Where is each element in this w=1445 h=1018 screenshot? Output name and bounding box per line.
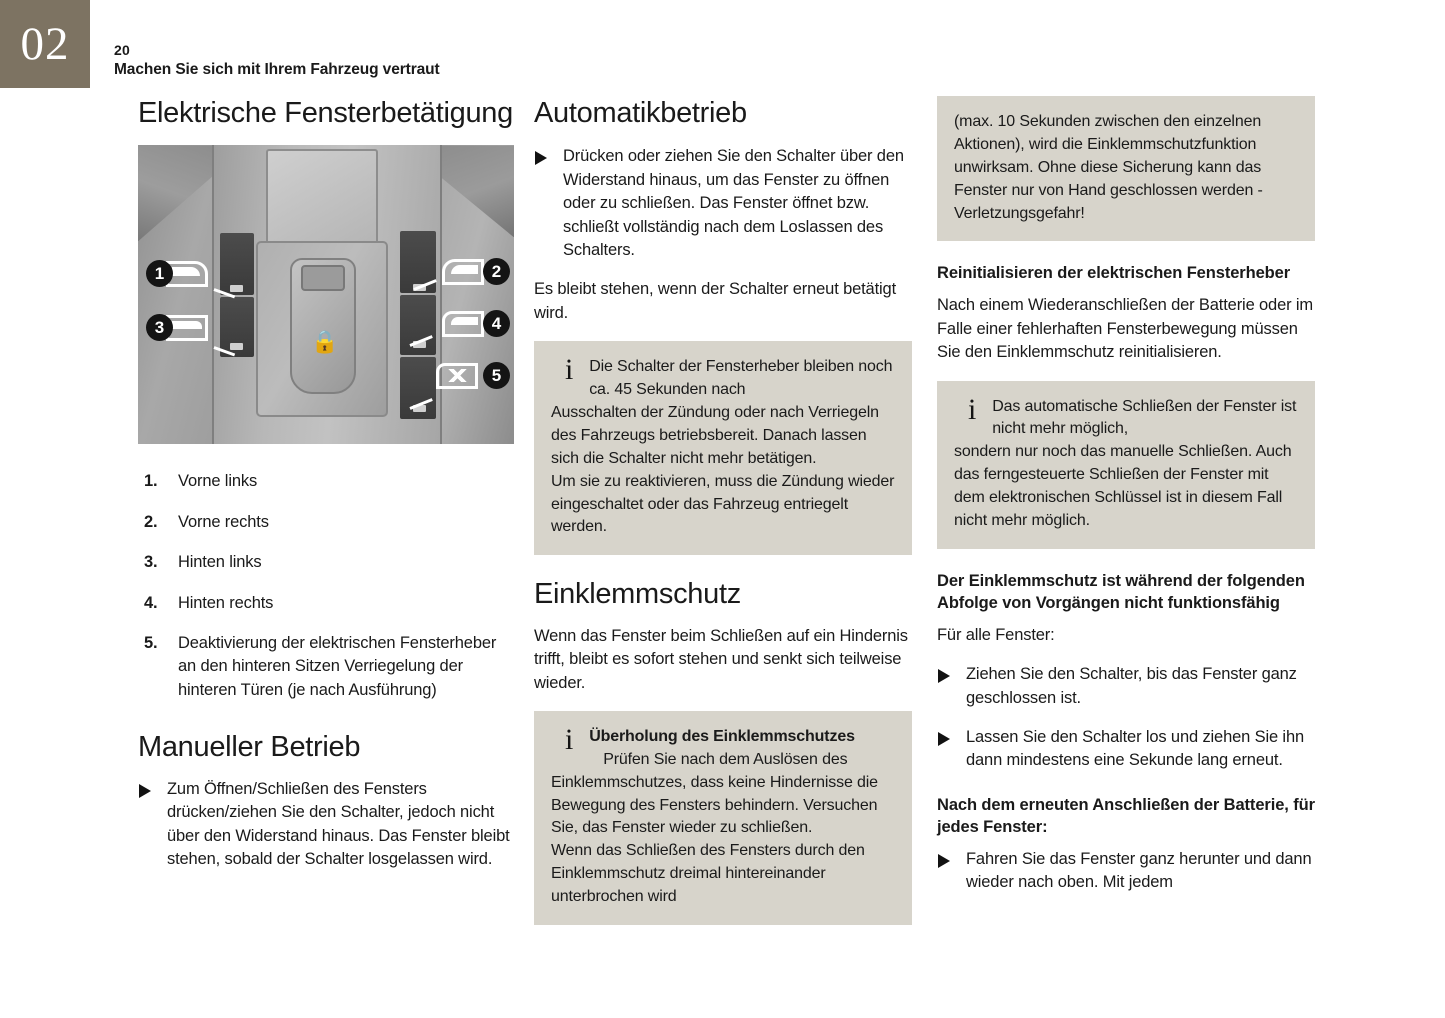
info-box-first-line: Die Schalter der Fensterheber bleiben noch ca. 45 Sekunden nach (589, 358, 893, 399)
page-header (114, 42, 674, 80)
bullet-text: Zum Öffnen/Schließen des Fensters drücken/ziehen Sie den Schalter, jedoch nicht über den Widerstand hinaus. Das Fenster bleibt stehen, sobald der Schalter losgelassen wird. (167, 779, 510, 868)
info-box-heading: Überholung des Einklemmschutzes (589, 727, 855, 745)
subsection-title-reinitialise: Reinitialisieren der elektrischen Fensterheber (937, 264, 1291, 283)
info-box-body: (max. 10 Sekunden zwischen den einzelnen Aktionen), wird die Einklemmschutzfunktion unwirksam. Ohne diese Sicherung kann das Fenster nur von Hand geschlossen werden - Verletzungsgefahr! (954, 113, 1263, 222)
list-item-label: Hinten rechts (178, 593, 274, 612)
list-item-number: 5. (144, 634, 158, 653)
info-box-first-line: Prüfen Sie nach dem Auslösen des Einklemmschutzes, dass keine Hindernisse die Bewegung des Fensters behindern. Versuchen Sie, das Fenster wieder zu schließen. (551, 750, 878, 837)
info-icon: i (968, 392, 977, 426)
rocker-switch-1 (230, 285, 243, 292)
info-box-body: Ausschalten der Zündung oder nach Verriegeln des Fahrzeugs betriebsbereit. Danach lassen sich die Schalter nicht mehr betätigen. (551, 404, 879, 467)
door-window-rear-right-icon (442, 311, 484, 337)
info-box-pinch-override (534, 711, 912, 925)
list-item (138, 511, 516, 534)
info-box-body: sondern nur noch das manuelle Schließen. Auch das ferngesteuerte Schließen der Fenster mit dem elektronischen Schlüssel ist in diesem Fall nicht mehr möglich. (954, 443, 1292, 529)
triangle-bullet-icon (938, 669, 950, 683)
bullet-lower-and-raise-window (937, 848, 1315, 895)
door-handle-top (301, 265, 345, 291)
section-title-manual-operation: Manueller Betrieb (138, 731, 361, 764)
page-number: 20 (114, 42, 130, 58)
subsection-title-after-battery-reconnect: Nach dem erneuten Anschließen der Batterie, für jedes Fenster: (937, 795, 1315, 836)
paragraph-pinch-protection: Wenn das Fenster beim Schließen auf ein Hindernis trifft, bleibt es sofort stehen und senkt sich teilweise wieder. (534, 626, 908, 692)
chapter-tab-number: 02 (20, 17, 70, 70)
callout-badge-3: 3 (146, 314, 173, 341)
callout-legend-list (138, 470, 516, 702)
triangle-bullet-icon (938, 732, 950, 746)
subsection-title-not-functional: Der Einklemmschutz ist während der folgenden Abfolge von Vorgängen nicht funktionsfähig (937, 571, 1305, 612)
page-columns (0, 96, 1445, 1018)
info-box-first-line: Das automatische Schließen der Fenster ist nicht mehr möglich, (992, 397, 1297, 438)
info-icon: i (565, 722, 574, 756)
rocker-switch-3 (230, 343, 243, 350)
section-title-pinch-protection: Einklemmschutz (534, 578, 741, 611)
callout-badge-4: 4 (483, 310, 510, 337)
list-item-number: 1. (144, 472, 158, 491)
door-window-disable-icon (436, 363, 478, 389)
bullet-automatic-operation (534, 145, 912, 262)
info-box-switch-timeout (534, 341, 912, 555)
bullet-text: Drücken oder ziehen Sie den Schalter über den Widerstand hinaus, um das Fenster zu öffnen oder zu schließen. Das Fenster öffnet bzw. schließt vollständig nach dem Loslassen des Schalters. (563, 147, 904, 260)
list-item (138, 551, 516, 574)
triangle-bullet-icon (535, 151, 547, 165)
list-item (138, 470, 516, 493)
info-box-body-2: Um sie zu reaktivieren, muss die Zündung wieder eingeschaltet oder das Fahrzeug entriegelt werden. (551, 472, 895, 536)
bullet-text: Ziehen Sie den Schalter, bis das Fenster ganz geschlossen ist. (966, 665, 1297, 707)
door-window-front-right-icon (442, 259, 484, 285)
triangle-bullet-icon (938, 854, 950, 868)
triangle-bullet-icon (139, 784, 151, 798)
chapter-tab (0, 0, 90, 88)
list-item-label: Deaktivierung der elektrischen Fensterheber an den hinteren Sitzen Verriegelung der hinteren Türen (je nach Ausführung) (178, 634, 497, 699)
window-switch-illustration (138, 145, 514, 444)
list-item-label: Vorne links (178, 472, 258, 491)
callout-badge-1: 1 (146, 260, 173, 287)
info-box-manual-close-only (937, 381, 1315, 549)
section-title-automatic-operation: Automatikbetrieb (534, 97, 747, 129)
bullet-text: Fahren Sie das Fenster ganz herunter und dann wieder nach oben. Mit jedem (966, 849, 1312, 892)
paragraph-reinitialise: Nach einem Wiederanschließen der Batterie oder im Falle einer fehlerhaften Fensterbewegung müssen Sie den Einklemmschutz reinitialisieren. (937, 296, 1313, 362)
column-left (138, 96, 516, 871)
list-item-label: Vorne rechts (178, 512, 269, 531)
list-item-number: 4. (144, 593, 158, 612)
list-item-number: 3. (144, 553, 158, 572)
paragraph-auto-stop: Es bleibt stehen, wenn der Schalter erneut betätigt wird. (534, 280, 896, 322)
label-all-windows: Für alle Fenster: (937, 625, 1055, 644)
bullet-manual-operation (138, 778, 516, 872)
callout-badge-2: 2 (483, 258, 510, 285)
mirror-glass-panel (266, 149, 378, 245)
chapter-title: Machen Sie sich mit Ihrem Fahrzeug vertraut (114, 60, 440, 78)
central-lock-icon: 🔒 (311, 330, 339, 356)
list-item-number: 2. (144, 512, 158, 531)
bullet-pull-switch-closed (937, 663, 1315, 710)
list-item (138, 592, 516, 615)
info-box-continuation (937, 96, 1315, 241)
column-right (937, 96, 1315, 895)
column-middle (534, 96, 912, 925)
callout-badge-5: 5 (483, 362, 510, 389)
info-icon: i (565, 353, 574, 387)
info-box-body: Wenn das Schließen des Fensters durch den Einklemmschutz dreimal hintereinander unterbrochen wird (551, 842, 865, 906)
list-item-label: Hinten links (178, 553, 262, 572)
section-title-electric-windows: Elektrische Fensterbetätigung (138, 97, 513, 129)
bullet-release-and-pull-again (937, 726, 1315, 773)
bullet-text: Lassen Sie den Schalter los und ziehen Sie ihn dann mindestens eine Sekunde lang erneut. (966, 727, 1304, 770)
list-item (138, 632, 516, 702)
